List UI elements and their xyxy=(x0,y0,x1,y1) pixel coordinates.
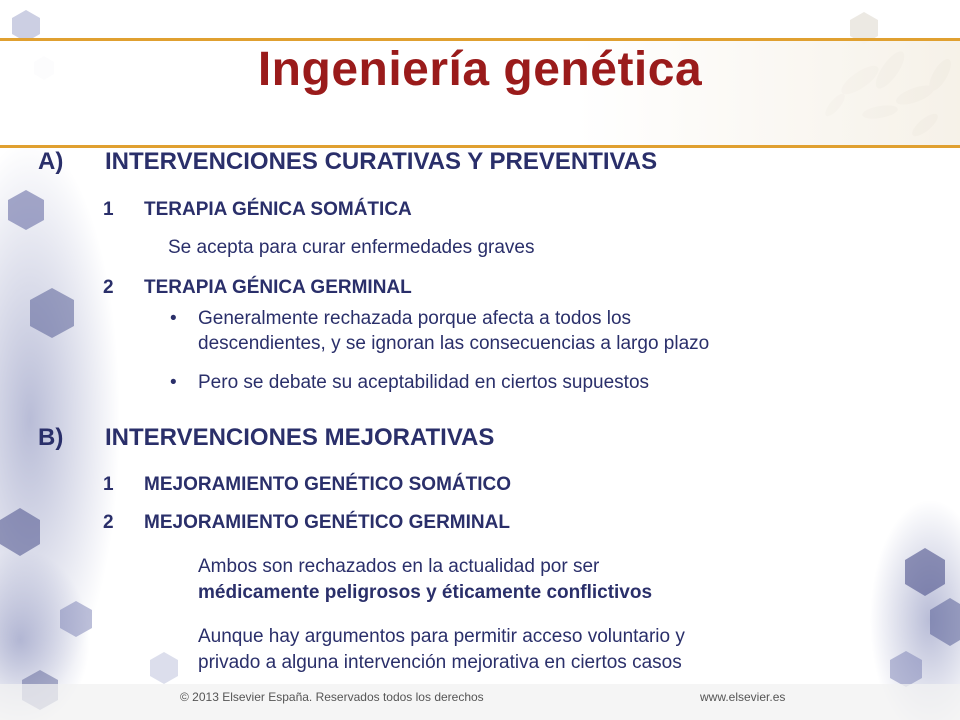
paragraph-text: Aunque hay argumentos para permitir acceso voluntario y xyxy=(198,626,685,647)
item-label-germinal-therapy: TERAPIA GÉNICA GERMINAL xyxy=(144,277,412,298)
footer-copyright: © 2013 Elsevier España. Reservados todos los derechos xyxy=(180,690,484,704)
footer-website: www.elsevier.es xyxy=(700,690,786,704)
section-b-letter: B) xyxy=(38,424,64,451)
bullet-text: descendientes, y se ignoran las consecuencias a largo plazo xyxy=(198,333,710,354)
paragraph-text: privado a alguna intervención mejorativa en ciertos casos xyxy=(198,652,682,673)
item-label-somatic-therapy: TERAPIA GÉNICA SOMÁTICA xyxy=(144,199,412,220)
item-number: 2 xyxy=(103,277,114,298)
bullet-text: Pero se debate su aceptabilidad en ciertos supuestos xyxy=(198,372,650,393)
item-label-germinal-enhancement: MEJORAMIENTO GENÉTICO GERMINAL xyxy=(144,512,510,533)
paragraph-text: Ambos son rechazados en la actualidad por ser xyxy=(198,556,600,577)
bullet-icon: • xyxy=(170,372,177,393)
item-label-somatic-enhancement: MEJORAMIENTO GENÉTICO SOMÁTICO xyxy=(144,474,512,495)
slide-title: Ingeniería genética xyxy=(257,43,703,96)
item-number: 1 xyxy=(103,474,114,495)
item-number: 1 xyxy=(103,199,114,220)
item-note: Se acepta para curar enfermedades graves xyxy=(168,237,535,258)
item-number: 2 xyxy=(103,512,114,533)
paragraph-emphasis: médicamente peligrosos y éticamente conflictivos xyxy=(198,582,653,603)
section-a-heading: INTERVENCIONES CURATIVAS Y PREVENTIVAS xyxy=(105,148,658,175)
bullet-icon: • xyxy=(170,308,177,329)
bullet-text: Generalmente rechazada porque afecta a todos los xyxy=(198,308,632,329)
section-a-letter: A) xyxy=(38,148,64,175)
section-b-heading: INTERVENCIONES MEJORATIVAS xyxy=(105,424,495,451)
